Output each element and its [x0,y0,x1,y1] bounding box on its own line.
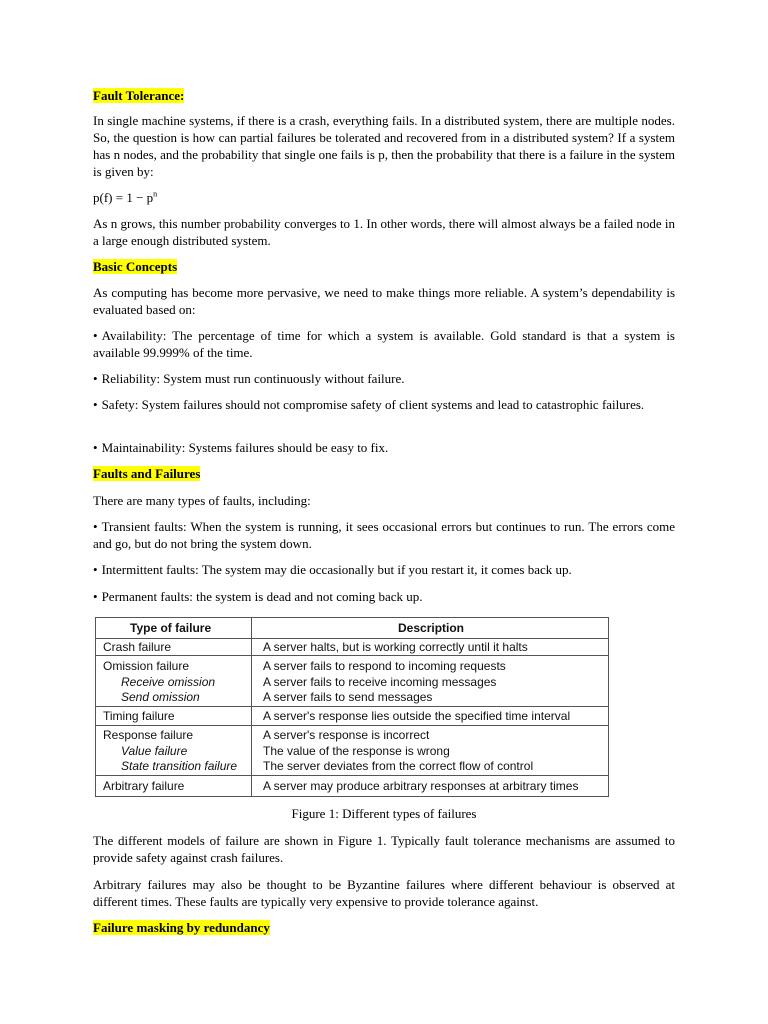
table-header-description: Description [398,621,465,635]
paragraph-converges: As n grows, this number probability converges to 1. In other words, there will almost always be a failed node in a large enough distributed system. [93,216,675,248]
table-cell-description: A server's response is incorrect [263,728,430,742]
heading-failure-masking: Failure masking by redundancy [93,920,270,935]
table-cell-type: Crash failure [103,640,172,654]
table-header-rule [96,638,608,639]
table-cell-description: A server halts, but is working correctly until it halts [263,640,528,654]
table-cell-description: A server may produce arbitrary responses at arbitrary times [263,779,579,793]
table-cell-subtype: Send omission [121,690,200,704]
table-cell-subtype: Value failure [121,744,188,758]
table-cell-description: A server fails to send messages [263,690,433,704]
paragraph-intro: In single machine systems, if there is a crash, everything fails. In a distributed system, there are multiple nodes. So, the question is how can partial failures be tolerated and recovered from in a distributed system? If a system has n nodes, and the probability that single one fails is p, then the probability that there is a failure in the system is given by: [93,113,675,179]
table-row-rule [96,775,608,776]
failure-types-table [95,617,609,797]
paragraph-fault-types: There are many types of faults, including: [93,493,311,508]
paragraph-byzantine: Arbitrary failures may also be thought to be Byzantine failures where different behaviour is observed at different times. These faults are typically very expensive to provide tolerance against. [93,877,675,909]
table-cell-type: Response failure [103,728,194,742]
formula: $p(f) = 1 - p^n$ [93,189,158,205]
table-cell-description: The server deviates from the correct flow of control [263,759,534,773]
table-cell-description: The value of the response is wrong [263,744,450,758]
bullet-transient: • Transient faults: When the system is running, it sees occasional errors but continues to run. The errors come and go, but do not bring the system down. [93,519,675,551]
table-cell-type: Timing failure [103,709,175,723]
table-cell-description: A server fails to receive incoming messages [263,675,497,689]
table-cell-subtype: Receive omission [121,675,216,689]
table-cell-description: A server fails to respond to incoming requests [263,659,506,673]
table-cell-type: Omission failure [103,659,190,673]
paragraph-dependability: As computing has become more pervasive, we need to make things more reliable. A system’s dependability is evaluated based on: [93,285,675,317]
heading-fault-tolerance: Fault Tolerance: [93,88,185,103]
figure-caption: Figure 1: Different types of failures [291,806,477,821]
bullet-availability: • Availability: The percentage of time for which a system is available. Gold standard is that a system is available 99.999% of the time. [93,328,675,360]
table-cell-type: Arbitrary failure [103,779,185,793]
bullet-reliability: • Reliability: System must run continuously without failure. [93,371,405,386]
table-column-divider [251,618,252,796]
paragraph-models: The different models of failure are shown in Figure 1. Typically fault tolerance mechanisms are assumed to provide safety against crash failures. [93,833,675,865]
heading-faults-failures: Faults and Failures [93,466,201,481]
bullet-intermittent: • Intermittent faults: The system may die occasionally but if you restart it, it comes back up. [93,562,572,577]
table-row-rule [96,725,608,726]
bullet-maintainability: • Maintainability: Systems failures should be easy to fix. [93,440,389,455]
heading-basic-concepts: Basic Concepts [93,259,178,274]
table-row-rule [96,706,608,707]
table-cell-description: A server's response lies outside the specified time interval [263,709,571,723]
table-cell-subtype: State transition failure [121,759,238,773]
bullet-permanent: • Permanent faults: the system is dead and not coming back up. [93,589,423,604]
table-header-type: Type of failure [130,621,212,635]
bullet-safety: • Safety: System failures should not compromise safety of client systems and lead to catastrophic failures. [93,397,645,412]
